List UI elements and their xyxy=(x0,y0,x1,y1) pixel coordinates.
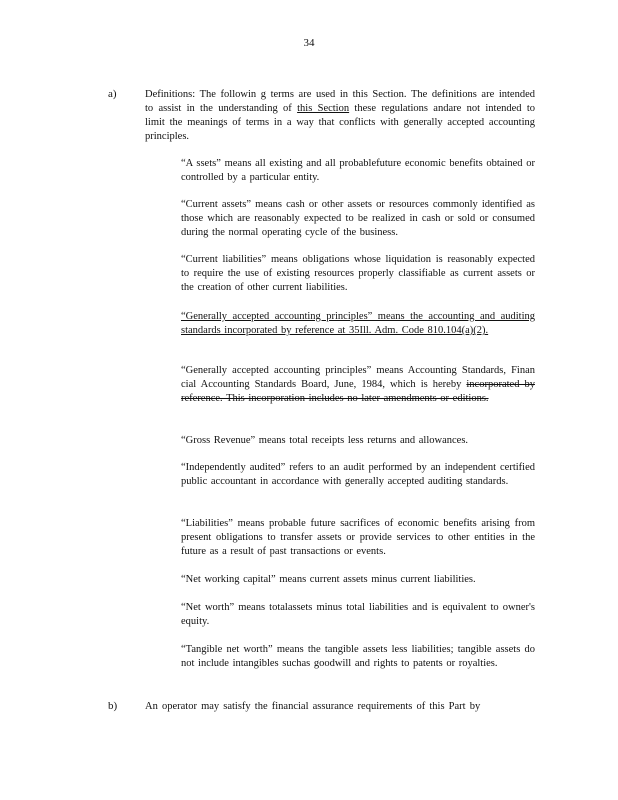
intro-text-start: Definitions: The followin g terms are used in this Section. The definitions are intended to assist in the understanding of xyxy=(145,89,535,114)
intro-text-end: these regulations andare not intended to limit the meanings of terms in a way that conflicts with generally accepted accounting principles. xyxy=(145,103,536,142)
section-b-label: b) xyxy=(108,700,118,712)
definition-gross-revenue: “Gross Revenue” means total receipts less returns and allowances. xyxy=(181,435,469,446)
definition-current-liabilities: “Current liabilities” means obligations whose liquidation is reasonably expected to require the use of existing resources properly classifiable as current assets or the creation of other current liabilities. xyxy=(181,254,535,293)
definition-net-working-capital: “Net working capital” means current assets minus current liabilities. xyxy=(181,574,476,585)
definitions-intro xyxy=(145,88,535,144)
definition-independently-audited: “Independently audited” refers to an audit performed by an independent certified public accountant in accordance with generally accepted auditing standards. xyxy=(181,462,535,487)
page-number: 34 xyxy=(303,37,315,49)
section-a-label: a) xyxy=(108,88,117,100)
definition-tangible-net-worth: “Tangible net worth” means the tangible assets less liabilities; tangible assets do not include intangibles suchas goodwill and rights to patents or royalties. xyxy=(181,644,535,669)
definition-assets: “A ssets” means all existing and all probablefuture economic benefits obtained or controlled by a particular entity. xyxy=(181,158,535,183)
definition-net-worth: “Net worth” means totalassets minus total liabilities and is equivalent to owner's equity. xyxy=(181,602,535,627)
gaap-new-text: “Generally accepted accounting principles” means Accounting Standards, Finan cial Accounting Standards Board, June, 1984, which is hereby xyxy=(181,365,535,390)
definition-gaap-old: “Generally accepted accounting principles” means the accounting and auditing standards incorporated by reference at 35Ill. Adm. Code 810.104(a)(2). xyxy=(181,311,535,336)
definition-current-assets: “Current assets” means cash or other assets or resources commonly identified as those which are reasonably expected to be realized in cash or sold or consumed during the normal operating cycle of the business. xyxy=(181,199,535,238)
definition-liabilities: “Liabilities” means probable future sacrifices of economic benefits arising from present obligations to transfer assets or provide services to other entities in the future as a result of past transactions or events. xyxy=(181,518,535,557)
intro-text-underlined: this Section xyxy=(297,103,350,114)
section-b-text: An operator may satisfy the financial assurance requirements of this Part by xyxy=(145,701,481,712)
gaap-new-struck-text: incorporated by reference. This incorporation includes no later amendments or editions. xyxy=(181,379,535,404)
definition-gaap-new xyxy=(181,364,535,406)
